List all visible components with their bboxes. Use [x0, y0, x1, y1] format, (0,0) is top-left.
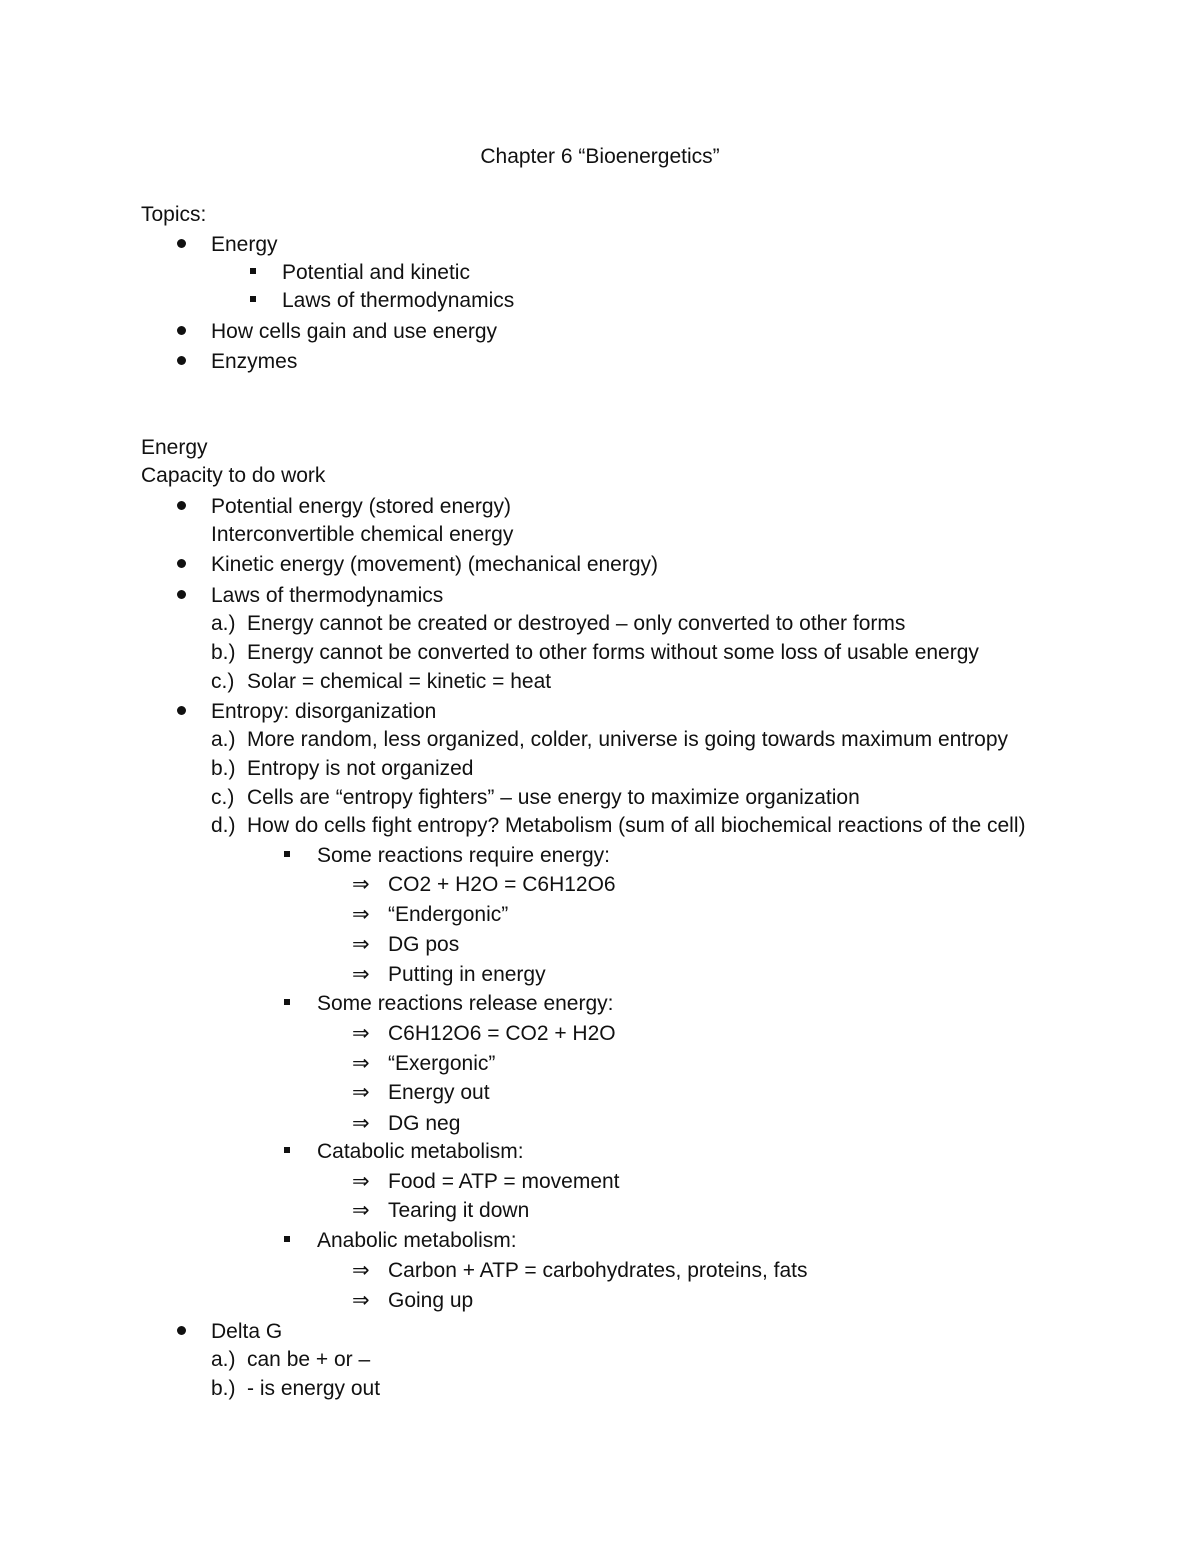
anabolic-heading: Anabolic metabolism:	[317, 1229, 517, 1252]
interconvertible-energy: Interconvertible chemical energy	[211, 523, 514, 546]
page-title: Chapter 6 “Bioenergetics”	[480, 145, 720, 168]
list-marker: b.)	[211, 757, 236, 780]
arrow-icon: ⇒	[352, 1259, 370, 1282]
arrow-icon: ⇒	[352, 1112, 370, 1135]
reaction-item: DG neg	[388, 1112, 461, 1135]
reaction-item: “Exergonic”	[388, 1052, 496, 1075]
arrow-icon: ⇒	[352, 1081, 370, 1104]
delta-item: can be + or –	[247, 1348, 371, 1371]
arrow-icon: ⇒	[352, 963, 370, 986]
list-marker: c.)	[211, 786, 235, 809]
law-item: Solar = chemical = kinetic = heat	[247, 670, 552, 693]
bullet-icon	[177, 1326, 186, 1335]
reaction-item: DG pos	[388, 933, 460, 956]
square-bullet-icon	[284, 1236, 290, 1242]
bullet-icon	[177, 356, 186, 365]
catabolic-heading: Catabolic metabolism:	[317, 1140, 524, 1163]
square-bullet-icon	[250, 296, 256, 302]
arrow-icon: ⇒	[352, 1199, 370, 1222]
energy-definition: Capacity to do work	[141, 464, 326, 487]
topics-label: Topics:	[141, 203, 207, 226]
arrow-icon: ⇒	[352, 933, 370, 956]
reaction-item: Food = ATP = movement	[388, 1170, 620, 1193]
section-heading: Energy	[141, 436, 208, 459]
list-marker: b.)	[211, 1377, 236, 1400]
reaction-item: Putting in energy	[388, 963, 546, 986]
entropy-item: How do cells fight entropy? Metabolism (sum of all biochemical reactions of the cell)	[247, 814, 1026, 837]
laws-heading: Laws of thermodynamics	[211, 584, 444, 607]
arrow-icon: ⇒	[352, 1052, 370, 1075]
topic-cells-energy: How cells gain and use energy	[211, 320, 498, 343]
entropy-item: Cells are “entropy fighters” – use energy to maximize organization	[247, 786, 860, 809]
square-bullet-icon	[250, 268, 256, 274]
topic-enzymes: Enzymes	[211, 350, 298, 373]
topic-potential-kinetic: Potential and kinetic	[282, 261, 470, 284]
bullet-icon	[177, 590, 186, 599]
potential-energy: Potential energy (stored energy)	[211, 495, 511, 518]
topic-laws: Laws of thermodynamics	[282, 289, 515, 312]
reaction-item: “Endergonic”	[388, 903, 509, 926]
delta-heading: Delta G	[211, 1320, 283, 1343]
arrow-icon: ⇒	[352, 1022, 370, 1045]
kinetic-energy: Kinetic energy (movement) (mechanical energy)	[211, 553, 659, 576]
bullet-icon	[177, 501, 186, 510]
bullet-icon	[177, 559, 186, 568]
list-marker: c.)	[211, 670, 235, 693]
entropy-heading: Entropy: disorganization	[211, 700, 437, 723]
release-heading: Some reactions release energy:	[317, 992, 614, 1015]
list-marker: d.)	[211, 814, 236, 837]
law-item: Energy cannot be created or destroyed – only converted to other forms	[247, 612, 906, 635]
reaction-item: Tearing it down	[388, 1199, 530, 1222]
reaction-item: CO2 + H2O = C6H12O6	[388, 873, 616, 896]
list-marker: a.)	[211, 728, 236, 751]
arrow-icon: ⇒	[352, 1170, 370, 1193]
reaction-item: Going up	[388, 1289, 474, 1312]
square-bullet-icon	[284, 851, 290, 857]
arrow-icon: ⇒	[352, 903, 370, 926]
reaction-item: Carbon + ATP = carbohydrates, proteins, fats	[388, 1259, 808, 1282]
list-marker: a.)	[211, 1348, 236, 1371]
square-bullet-icon	[284, 999, 290, 1005]
entropy-item: More random, less organized, colder, universe is going towards maximum entropy	[247, 728, 1009, 751]
arrow-icon: ⇒	[352, 1289, 370, 1312]
topic-energy: Energy	[211, 233, 278, 256]
square-bullet-icon	[284, 1147, 290, 1153]
entropy-item: Entropy is not organized	[247, 757, 474, 780]
reaction-item: Energy out	[388, 1081, 490, 1104]
bullet-icon	[177, 706, 186, 715]
bullet-icon	[177, 326, 186, 335]
bullet-icon	[177, 239, 186, 248]
require-heading: Some reactions require energy:	[317, 844, 610, 867]
reaction-item: C6H12O6 = CO2 + H2O	[388, 1022, 616, 1045]
arrow-icon: ⇒	[352, 873, 370, 896]
law-item: Energy cannot be converted to other forms without some loss of usable energy	[247, 641, 979, 664]
delta-item: - is energy out	[247, 1377, 381, 1400]
list-marker: b.)	[211, 641, 236, 664]
list-marker: a.)	[211, 612, 236, 635]
